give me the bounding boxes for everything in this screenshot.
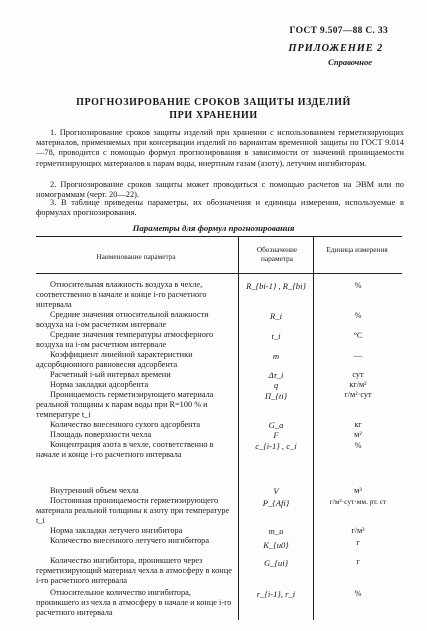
appendix-title: ПРИЛОЖЕНИЕ 2 <box>288 43 383 54</box>
row-name-8: Количество внесенного сухого адсорбента <box>50 420 201 429</box>
table-col-divider-2 <box>313 236 314 620</box>
row-unit-15: г <box>356 557 360 566</box>
row-unit-6: кг/м² <box>349 380 367 389</box>
document-title <box>0 96 427 122</box>
row-symbol-6: q <box>273 380 279 390</box>
table-header-rule <box>36 273 402 274</box>
row-symbol-7: Π_{ti} <box>264 391 288 401</box>
row-name-2: Средние значения относительной влажности воздуха на i-ом расчетном интервале <box>36 310 209 329</box>
row-symbol-15: G_{иi} <box>263 558 289 568</box>
col-header-name: Наименование параметра <box>96 252 176 261</box>
row-name-4: Коэффициент линейной характеристики адсорбционного равновесия адсорбента <box>36 350 193 369</box>
row-symbol-5: Δτ_i <box>268 370 284 380</box>
paragraph-3: 3. В таблице приведены параметры, их обозначения и единицы измерения, используемые в формулах прогнозирования. <box>36 198 404 218</box>
appendix-subtitle: Справочное <box>328 57 372 67</box>
row-name-11: Внутренний объем чехла <box>50 486 139 495</box>
row-name-16: Относительное количество ингибитора, проникшего из чехла в атмосферу в начале и конце i-го расчетного интервала <box>36 588 232 617</box>
row-symbol-8: G_a <box>268 420 284 430</box>
row-unit-1: % <box>354 281 362 290</box>
row-symbol-13: m_и <box>268 526 284 536</box>
row-unit-12: г/м²·сут·мм. рт. ст <box>329 497 387 506</box>
row-name-12: Постоянная проницаемости герметизирующего материала реальной толщины к азоту при температуре t_i <box>36 496 230 525</box>
row-unit-13: г/м³ <box>351 526 365 535</box>
row-unit-8: кг <box>354 420 362 429</box>
document-title-line-1: ПРОГНОЗИРОВАНИЕ СРОКОВ ЗАЩИТЫ ИЗДЕЛИЙ <box>76 97 351 108</box>
row-unit-11: м³ <box>354 486 362 495</box>
col-header-unit: Единица измерения <box>326 245 388 254</box>
col-header-symbol: Обозначение параметра <box>256 245 298 263</box>
row-unit-14: г <box>356 538 360 547</box>
row-name-5: Расчетный i-ый интервал времени <box>50 370 171 379</box>
row-name-14: Количество внесенного летучего ингибитора <box>50 536 209 545</box>
row-symbol-12: P_{Afi} <box>262 498 290 508</box>
row-name-9: Площадь поверхности чехла <box>50 430 152 439</box>
row-name-13: Норма закладки летучего ингибитора <box>50 526 183 535</box>
page-header: ГОСТ 9.507—88 С. 33 <box>289 26 388 36</box>
row-unit-7: г/м²·сут <box>344 390 372 399</box>
row-symbol-1: R_{bi-1} , R_{bi} <box>246 281 306 291</box>
paragraph-1: 1. Прогнозирование сроков защиты изделий при хранении с использованием герметизирующих материалов, применяемых при консервации изделий по вариантам временной защиты по ГОСТ 9.014—78, проводится с помощью формул прогнозирования в зависимости от значений проницаемости герметизирующих материалов к парам воды, инертным газам (азоту), летучим ингибиторам. <box>36 128 404 168</box>
row-unit-2: % <box>354 311 362 320</box>
row-name-15: Количество ингибитора, проникшего через герметизирующий материал чехла в атмосферу в конце i-го расчетного интервала <box>36 556 232 585</box>
row-symbol-16: r_{i-1}, r_i <box>256 589 296 599</box>
row-symbol-3: t_i <box>271 331 281 341</box>
row-name-7: Проницаемость герметизирующего материала реальной толщины к парам воды при R=100 % и температуре t_i <box>36 390 214 419</box>
table-caption: Параметры для формул прогнозирования <box>132 223 295 233</box>
row-name-3: Средние значения температуры атмосферного воздуха на i-ом расчетном интервале <box>36 330 214 349</box>
row-unit-16: % <box>354 589 362 598</box>
paragraph-2: 2. Прогнозирование сроков защиты может проводиться с помощью расчетов на ЭВМ или по номограммам (черт. 20—22). <box>36 180 404 200</box>
table-top-rule <box>36 236 402 237</box>
document-title-line-2: ПРИ ХРАНЕНИИ <box>169 110 258 121</box>
row-symbol-9: F <box>273 430 279 440</box>
row-symbol-4: m <box>272 351 280 361</box>
row-symbol-10: c_{i-1} , c_i <box>255 441 297 451</box>
row-symbol-11: V <box>273 486 279 496</box>
row-name-1: Относительная влажность воздуха в чехле, соответственно в начале и конце i-го расчетного интервала <box>36 280 207 309</box>
row-unit-3: °C <box>353 331 363 340</box>
row-name-10: Концентрация азота в чехле, соответственно в начале и конце i-го расчетного интервала <box>36 440 214 459</box>
row-unit-10: % <box>354 441 362 450</box>
row-unit-9: м² <box>354 430 362 439</box>
table-col-divider-1 <box>238 236 239 620</box>
row-name-6: Норма закладки адсорбента <box>50 380 149 389</box>
row-unit-5: сут <box>352 370 364 379</box>
row-unit-4: — <box>353 351 363 360</box>
row-symbol-14: K_{и0} <box>263 540 289 550</box>
row-symbol-2: R_i <box>270 311 282 321</box>
